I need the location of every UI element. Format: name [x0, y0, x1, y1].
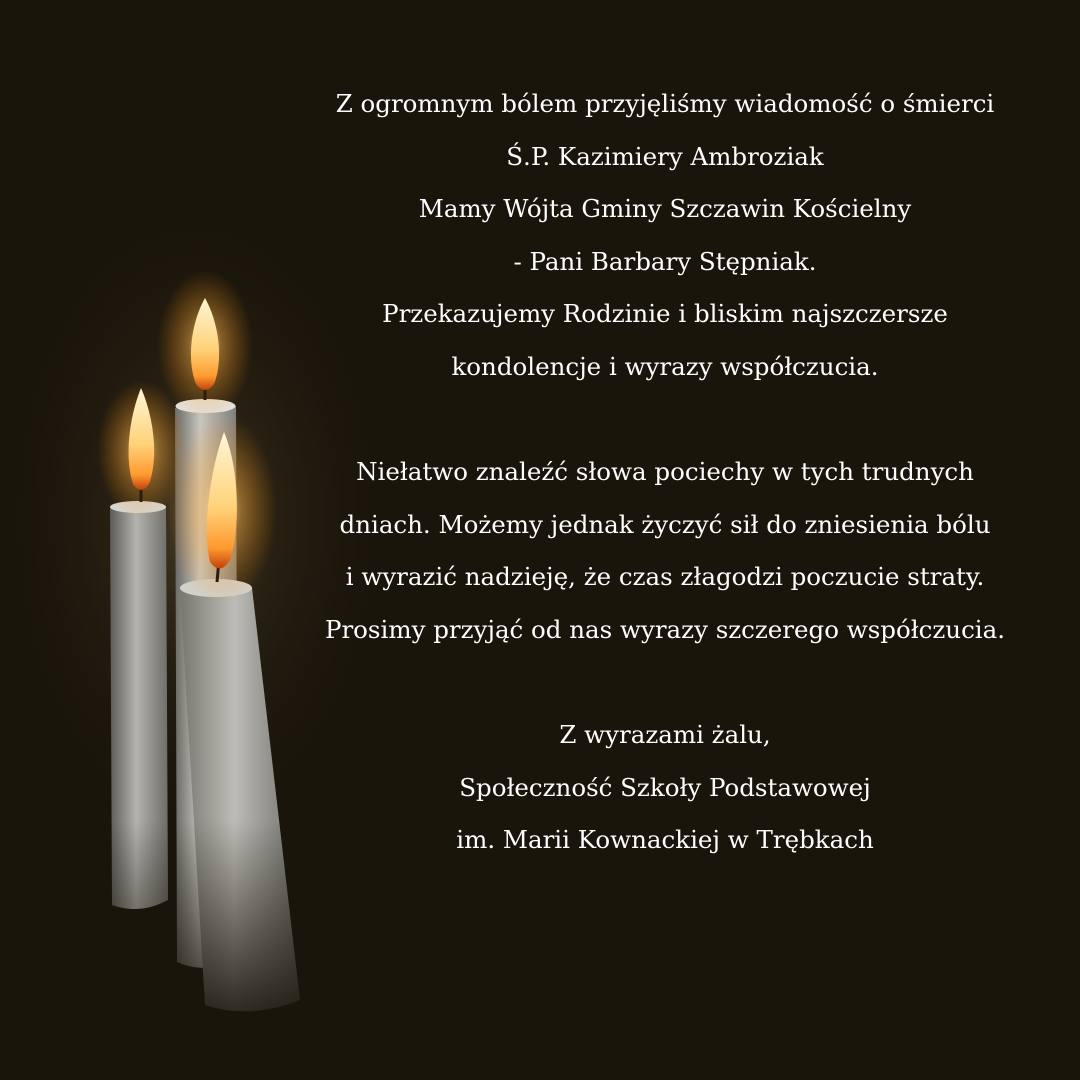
message-line: Ś.P. Kazimiery Ambroziak: [506, 141, 824, 171]
message-line: i wyrazić nadzieję, że czas złagodzi poczucie straty.: [345, 562, 985, 592]
back-flame: [157, 270, 253, 420]
message-line: Z ogromnym bólem przyjęliśmy wiadomość o śmierci: [335, 89, 995, 118]
paragraph-gap: [260, 657, 1070, 710]
message-line: kondolencje i wyrazy współczucia.: [451, 351, 879, 381]
condolence-message: [260, 78, 1070, 867]
message-line: Prosimy przyjąć od nas wyrazy szczerego współczucia.: [324, 614, 1006, 644]
message-line: Niełatwo znaleźć słowa pociechy w tych trudnych: [356, 457, 974, 487]
message-line: Przekazujemy Rodzinie i bliskim najszczersze: [382, 299, 948, 329]
message-line: Mamy Wójta Gminy Szczawin Kościelny: [418, 194, 912, 224]
signature-line: Społeczność Szkoły Podstawowej: [459, 772, 871, 802]
signature-line: Z wyrazami żalu,: [559, 720, 771, 750]
message-line: dniach. Możemy jednak życzyć sił do zniesienia bólu: [339, 509, 991, 539]
message-line: - Pani Barbary Stępniak.: [513, 246, 817, 276]
paragraph-gap: [260, 394, 1070, 447]
signature-line: im. Marii Kownackiej w Trębkach: [456, 825, 874, 855]
